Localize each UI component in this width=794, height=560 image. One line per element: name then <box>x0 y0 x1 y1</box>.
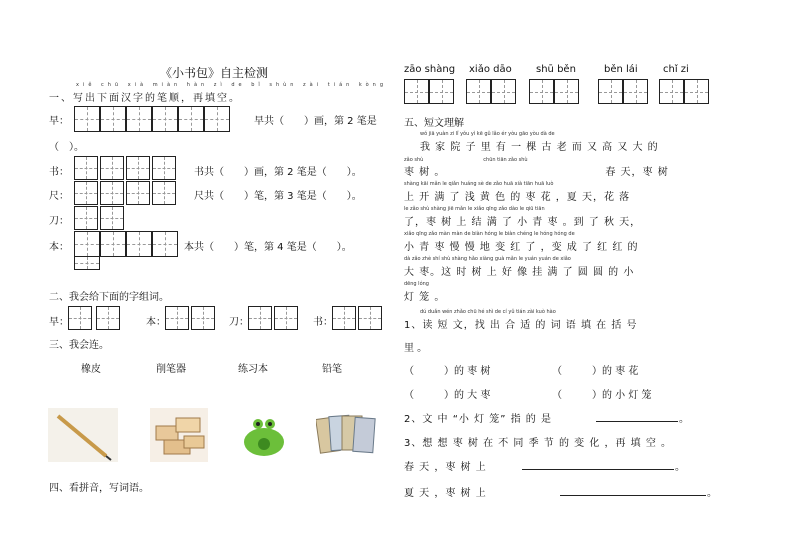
writing-box[interactable] <box>100 206 124 230</box>
passage-line: 了，枣 树 上 结 满 了 小 青 枣 。到 了 秋 天， <box>404 217 642 228</box>
passage-pinyin: zǎo shù chūn tiān zǎo shù <box>404 157 528 163</box>
zao-question: 早共（ ）画，第 2 笔是 <box>254 116 377 127</box>
q2-heading: 二、我会给下面的字组词。 <box>49 292 169 303</box>
passage-line: 灯 笼 。 <box>404 292 446 303</box>
writing-box[interactable] <box>248 306 272 330</box>
writing-box[interactable] <box>74 206 98 230</box>
writing-box[interactable] <box>152 156 176 180</box>
writing-box[interactable] <box>152 181 176 205</box>
writing-box[interactable] <box>74 181 98 205</box>
writing-box[interactable] <box>598 79 623 104</box>
passage-line: 枣 树 。 春 天，枣 树 <box>404 167 669 178</box>
sub3-summer-end: 。 <box>707 488 717 499</box>
sub3-summer: 夏 天 ，枣 树 上 <box>404 488 487 499</box>
exercise-books-image[interactable] <box>316 408 376 462</box>
sub3-spring: 春 天 ，枣 树 上 <box>404 462 487 473</box>
q2-char-shu: 书： <box>313 317 333 328</box>
sub1-pinyin: dú duǎn wén zhǎo chū hé shì de cí yǔ tián zài kuò hào <box>420 309 556 315</box>
writing-box[interactable] <box>74 156 98 180</box>
writing-box[interactable] <box>100 106 126 132</box>
writing-box[interactable] <box>429 79 454 104</box>
pinyin-xiaodao: xiǎo dāo <box>469 64 512 75</box>
sub1-prompt: 1、读 短 文，找 出 合 适 的 词 语 填 在 括 号 <box>404 320 638 331</box>
pinyin-zaoshang: zāo shàng <box>404 64 456 75</box>
q3-heading: 三、我会连。 <box>49 340 109 351</box>
q4-heading: 四、看拼音，写词语。 <box>49 483 149 494</box>
q2-char-zao: 早： <box>49 317 69 328</box>
writing-box[interactable] <box>684 79 709 104</box>
passage-pinyin: le zǎo shù shàng jiē mǎn le xiǎo qīng zǎo dào le qiū tiān <box>404 206 545 212</box>
writing-box[interactable] <box>623 79 648 104</box>
passage-pinyin: xiǎo qīng zǎo màn màn de biàn hóng le biàn chéng le hóng hóng de <box>404 231 575 237</box>
ben-question: 本共（ ）笔，第 4 笔是（ ）。 <box>184 242 352 253</box>
passage-pinyin: shàng kāi mǎn le qiǎn huáng sè de zǎo huā xià tiān huā luò <box>404 181 554 187</box>
passage-pinyin: dēng lóng <box>404 281 429 287</box>
q2-char-ben: 本： <box>146 317 166 328</box>
writing-box[interactable] <box>126 231 152 257</box>
match-word-exercise-book[interactable]: 练习本 <box>238 364 268 375</box>
fill-zaoshu[interactable]: （ ）的 枣 树 <box>404 366 491 377</box>
shu-label: 书： <box>49 167 69 178</box>
writing-box[interactable] <box>466 79 491 104</box>
writing-box[interactable] <box>74 106 100 132</box>
writing-box[interactable] <box>165 306 189 330</box>
writing-box[interactable] <box>491 79 516 104</box>
writing-box[interactable] <box>152 231 178 257</box>
ben-label: 本： <box>49 242 69 253</box>
q2-char-dao: 刀： <box>229 317 249 328</box>
q1-pinyin: xiě chū xià miàn hàn zì de bǐ shùn zài tián kòng <box>76 82 388 88</box>
chi-question: 尺共（ ）笔，第 3 笔是（ ）。 <box>194 191 362 202</box>
passage-line: 上 开 满 了 浅 黄 色 的 枣 花 ，夏 天，花 落 <box>404 192 631 203</box>
writing-box[interactable] <box>659 79 684 104</box>
writing-box[interactable] <box>126 181 150 205</box>
match-word-sharpener[interactable]: 削笔器 <box>156 364 186 375</box>
sub2-answer-line[interactable] <box>596 421 678 422</box>
passage-pinyin: dà zǎo zhè shí shù shàng hǎo xiàng guà mǎn le yuán yuán de xiǎo <box>404 256 571 262</box>
pinyin-benlai: běn lái <box>604 64 638 75</box>
pencil-image[interactable] <box>48 408 118 462</box>
pinyin-chizi: chǐ zi <box>663 64 689 75</box>
writing-box[interactable] <box>100 156 124 180</box>
shu-question: 书共（ ）画，第 2 笔是（ ）。 <box>194 167 362 178</box>
writing-box[interactable] <box>96 306 120 330</box>
writing-box[interactable] <box>178 106 204 132</box>
fill-zaohua[interactable]: （ ）的 枣 花 <box>552 366 639 377</box>
writing-box[interactable] <box>332 306 356 330</box>
passage-line: 大 枣。这 时 树 上 好 像 挂 满 了 圆 圆 的 小 <box>404 267 635 278</box>
writing-box[interactable] <box>100 231 126 257</box>
writing-box[interactable] <box>100 181 124 205</box>
sub2-prompt: 2、文 中 “小 灯 笼” 指 的 是 <box>404 414 552 425</box>
sub2-end: 。 <box>679 414 689 425</box>
writing-box[interactable] <box>191 306 215 330</box>
writing-box[interactable] <box>74 231 100 257</box>
q1-heading: 一、写出下面汉字的笔顺，再填空。 <box>49 93 241 104</box>
sub1-prompt-cont: 里 。 <box>404 343 428 354</box>
passage-pinyin: wǒ jiā yuàn zi lǐ yǒu yì kē gǔ lǎo ér yòu gāo yòu dà de <box>420 131 555 137</box>
zao-question-cont: （ ）。 <box>49 142 84 153</box>
writing-box[interactable] <box>529 79 554 104</box>
writing-box[interactable] <box>358 306 382 330</box>
writing-box[interactable] <box>68 306 92 330</box>
sub3-prompt: 3、想 想 枣 树 在 不 同 季 节 的 变 化 ，再 填 空 。 <box>404 438 673 449</box>
writing-box[interactable] <box>204 106 230 132</box>
page-title: 《小书包》自主检测 <box>160 66 269 80</box>
sub3-spring-end: 。 <box>675 462 685 473</box>
passage-line: 小 青 枣 慢 慢 地 变 红 了 ，变 成 了 红 红 的 <box>404 242 639 253</box>
fill-dazao[interactable]: （ ）的 大 枣 <box>404 390 491 401</box>
q5-heading: 五、短文理解 <box>404 118 464 129</box>
spring-answer-line[interactable] <box>522 469 674 470</box>
writing-box[interactable] <box>554 79 579 104</box>
chi-label: 尺： <box>49 191 69 202</box>
dao-label: 刀： <box>49 216 69 227</box>
match-word-eraser[interactable]: 橡皮 <box>81 364 101 375</box>
sharpener-image[interactable] <box>236 408 290 462</box>
passage-line: 我 家 院 子 里 有 一 棵 古 老 而 又 高 又 大 的 <box>420 142 659 153</box>
summer-answer-line[interactable] <box>560 495 706 496</box>
writing-box[interactable] <box>404 79 429 104</box>
zao-label: 早： <box>49 116 69 127</box>
fill-dengl[interactable]: （ ）的 小 灯 笼 <box>552 390 652 401</box>
match-word-pencil[interactable]: 铅笔 <box>322 364 342 375</box>
writing-box[interactable] <box>274 306 298 330</box>
pinyin-shuben: shū běn <box>536 64 576 75</box>
writing-box[interactable] <box>126 106 152 132</box>
eraser-image[interactable] <box>150 408 208 462</box>
writing-box[interactable] <box>74 257 100 270</box>
writing-box[interactable] <box>152 106 178 132</box>
writing-box[interactable] <box>126 156 150 180</box>
